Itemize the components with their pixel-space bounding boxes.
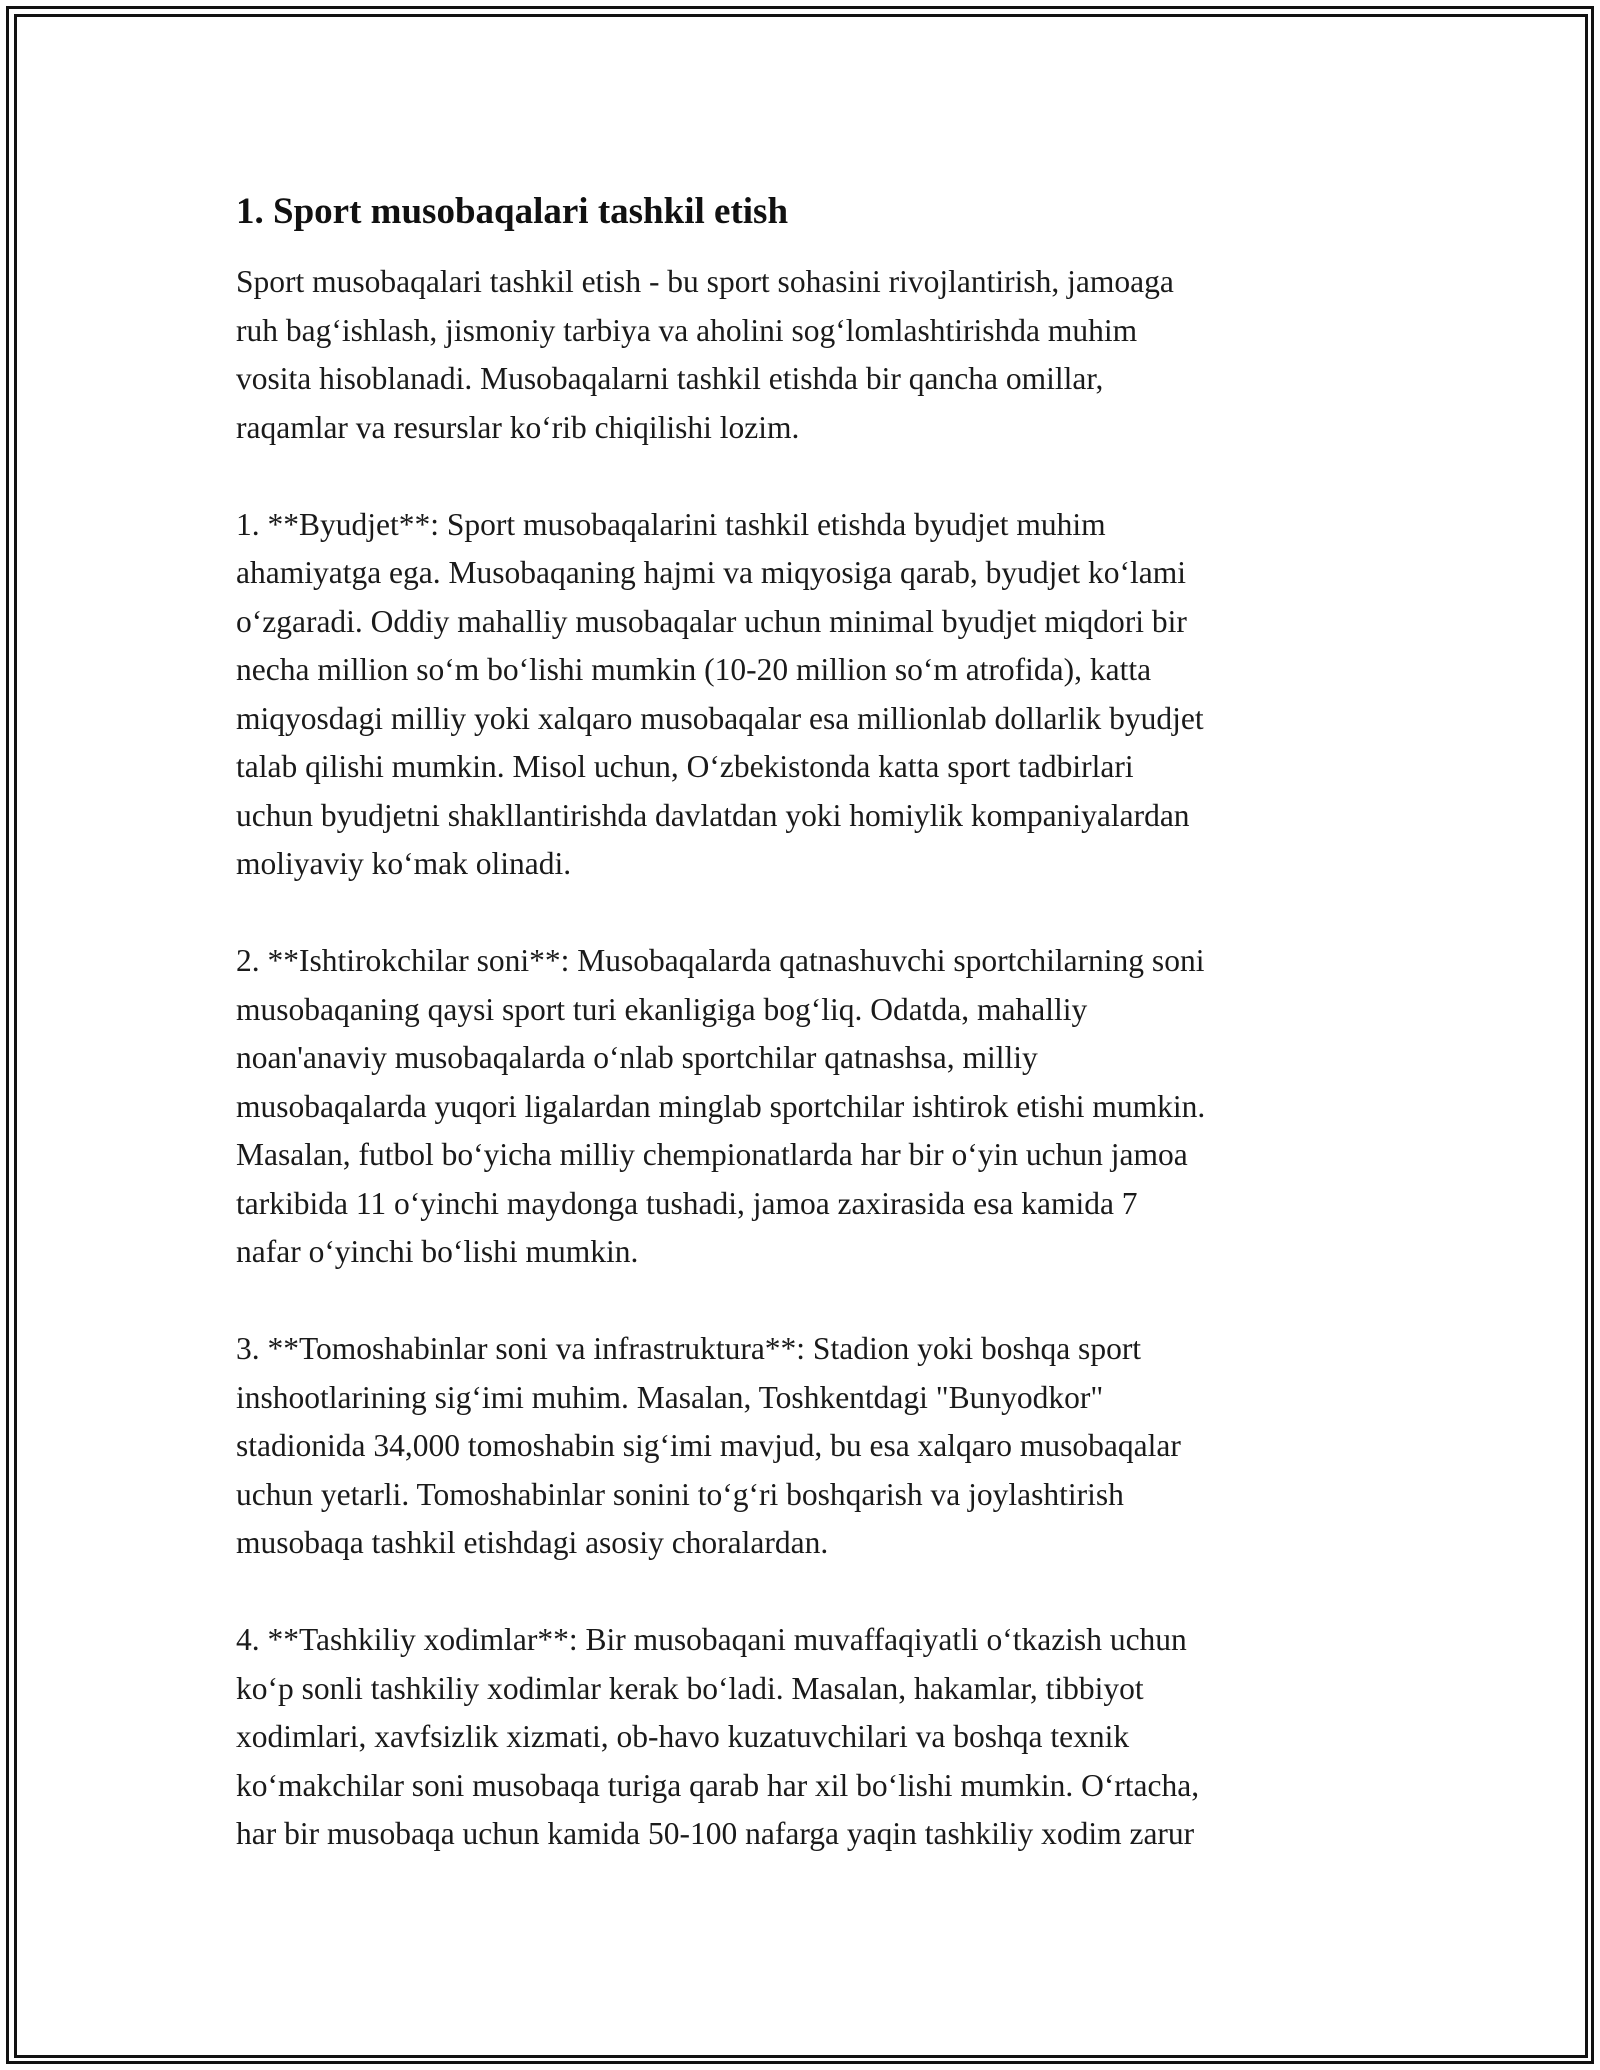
- text-line: o‘zgaradi. Oddiy mahalliy musobaqalar uchun minimal byudjet miqdori bir: [236, 603, 1187, 639]
- text-line: musobaqalarda yuqori ligalardan minglab sportchilar ishtirok etishi mumkin.: [236, 1088, 1206, 1124]
- document-body: [236, 186, 1366, 1907]
- text-line: 3. **Tomoshabinlar soni va infrastruktura**: Stadion yoki boshqa sport: [236, 1331, 1142, 1366]
- text-line: 2. **Ishtirokchilar soni**: Musobaqalarda qatnashuvchi sportchilarning soni: [236, 943, 1205, 978]
- text-line: inshootlarining sig‘imi muhim. Masalan, Toshkentdagi "Bunyodkor": [236, 1379, 1104, 1415]
- paragraph-spectators: [236, 1325, 1366, 1568]
- text-line: necha million so‘m bo‘lishi mumkin (10-20 million so‘m atrofida), katta: [236, 652, 1152, 687]
- text-line: 1. **Byudjet**: Sport musobaqalarini tashkil etishda byudjet muhim: [236, 506, 1106, 542]
- text-line: stadionida 34,000 tomoshabin sig‘imi mavjud, bu esa xalqaro musobaqalar: [236, 1428, 1181, 1463]
- text-line: musobaqa tashkil etishdagi asosiy choralardan.: [236, 1525, 829, 1560]
- text-line: ko‘p sonli tashkiliy xodimlar kerak bo‘ladi. Masalan, hakamlar, tibbiyot: [236, 1670, 1144, 1706]
- text-line: nafar o‘yinchi bo‘lishi mumkin.: [236, 1234, 639, 1269]
- text-line: talab qilishi mumkin. Misol uchun, O‘zbekistonda katta sport tadbirlari: [236, 749, 1134, 784]
- text-line: Masalan, futbol bo‘yicha milliy chempionatlarda har bir o‘yin uchun jamoa: [236, 1137, 1188, 1172]
- text-line: Sport musobaqalari tashkil etish - bu sport sohasini rivojlantirish, jamoaga: [236, 264, 1174, 299]
- text-line: miqyosdagi milliy yoki xalqaro musobaqalar esa millionlab dollarlik byudjet: [236, 700, 1204, 736]
- paragraph-intro: [236, 258, 1366, 452]
- text-line: ahamiyatga ega. Musobaqaning hajmi va miqyosiga qarab, byudjet ko‘lami: [236, 555, 1186, 590]
- text-line: musobaqaning qaysi sport turi ekanligiga bog‘liq. Odatda, mahalliy: [236, 991, 1088, 1027]
- text-line: har bir musobaqa uchun kamida 50-100 nafarga yaqin tashkiliy xodim zarur: [236, 1816, 1195, 1851]
- text-line: ko‘makchilar soni musobaqa turiga qarab har xil bo‘lishi mumkin. O‘rtacha,: [236, 1767, 1200, 1803]
- text-line: ruh bag‘ishlash, jismoniy tarbiya va aholini sog‘lomlashtirishda muhim: [236, 312, 1138, 348]
- text-line: uchun yetarli. Tomoshabinlar sonini to‘g‘ri boshqarish va joylashtirish: [236, 1476, 1124, 1512]
- text-line: vosita hisoblanadi. Musobaqalarni tashkil etishda bir qancha omillar,: [236, 361, 1104, 396]
- text-line: noan'anaviy musobaqalarda o‘nlab sportchilar qatnashsa, milliy: [236, 1040, 1038, 1075]
- text-line: raqamlar va resurslar ko‘rib chiqilishi lozim.: [236, 409, 800, 445]
- document-title: 1. Sport musobaqalari tashkil etish: [236, 191, 789, 232]
- paragraph-participants: [236, 937, 1366, 1277]
- text-line: xodimlari, xavfsizlik xizmati, ob-havo kuzatuvchilari va boshqa texnik: [236, 1719, 1130, 1754]
- text-line: uchun byudjetni shakllantirishda davlatdan yoki homiylik kompaniyalardan: [236, 797, 1190, 833]
- paragraph-budget: [236, 501, 1366, 889]
- text-line: 4. **Tashkiliy xodimlar**: Bir musobaqani muvaffaqiyatli o‘tkazish uchun: [236, 1622, 1187, 1657]
- text-line: moliyaviy ko‘mak olinadi.: [236, 846, 572, 881]
- text-line: tarkibida 11 o‘yinchi maydonga tushadi, jamoa zaxirasida esa kamida 7: [236, 1185, 1138, 1221]
- paragraph-staff: [236, 1616, 1366, 1859]
